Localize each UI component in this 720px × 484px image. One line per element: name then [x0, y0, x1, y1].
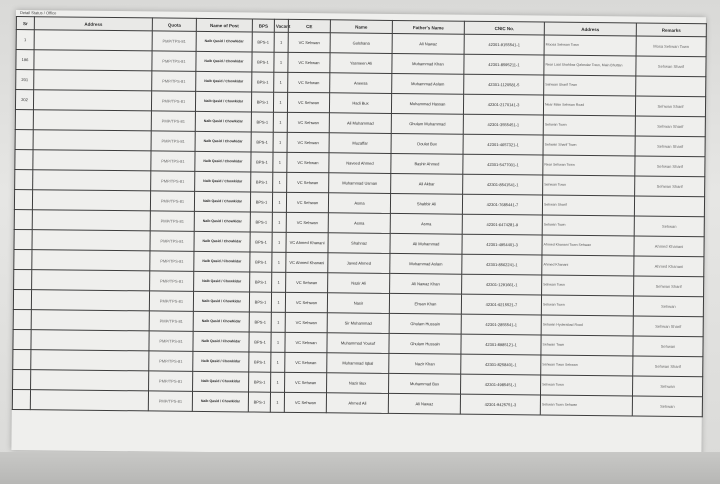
bps-cell: BPS-1 — [249, 332, 271, 352]
father-name-cell: Muhammad Bux — [389, 373, 461, 394]
serial-cell — [14, 269, 32, 289]
father-name-cell: Ali Muhammad — [390, 233, 462, 254]
bps-cell: BPS-1 — [252, 72, 274, 92]
address2-cell: Ahmed Khanani — [542, 255, 634, 276]
post-cell: Naib Qasid / Chowkidar — [196, 51, 252, 72]
post-cell: Naib Qasid / Chowkidar — [195, 171, 251, 192]
name-cell: Aneesa — [330, 73, 392, 94]
serial-cell — [13, 369, 31, 389]
post-cell: Naib Qasid / Chowkidar — [193, 291, 249, 312]
father-name-cell: Muhammad Hassan — [391, 93, 463, 114]
address-cell — [33, 170, 151, 191]
father-name-cell: Doulat Bux — [391, 133, 463, 154]
remarks-cell: Sehwan — [632, 376, 702, 397]
quota-cell: PMP/TPS-81 — [150, 271, 194, 291]
father-name-cell: Muhammad Aslam — [392, 73, 464, 94]
address2-cell: Sehwan Town — [540, 375, 632, 396]
quota-cell: PMP/TPS-81 — [148, 391, 192, 411]
bps-cell: BPS-1 — [251, 172, 273, 192]
vacant-cell: 1 — [271, 352, 285, 372]
address-cell — [32, 250, 150, 271]
address2-cell: Sehwan Town — [543, 175, 635, 196]
column-header: BPS — [252, 19, 274, 32]
quota-cell: PMP/TPS-81 — [152, 51, 196, 71]
ce-cell: VC Sehwan — [285, 372, 327, 392]
remarks-cell: Mosa Sehwan Town — [636, 36, 706, 57]
address-cell — [31, 290, 149, 311]
column-header: Name — [330, 20, 392, 34]
quota-cell: PMP/TPS-81 — [151, 91, 195, 111]
quota-cell: PMP/TPS-81 — [150, 231, 194, 251]
bps-cell: BPS-1 — [249, 352, 271, 372]
remarks-cell: Sehwan Sharif — [635, 176, 705, 197]
bps-cell: BPS-1 — [252, 32, 274, 52]
remarks-cell: Ahmed Khanani — [634, 256, 704, 277]
vacant-cell: 1 — [272, 252, 286, 272]
bps-cell: BPS-1 — [249, 292, 271, 312]
vacant-cell: 1 — [271, 292, 285, 312]
quota-cell: PMP/TPS-81 — [149, 311, 193, 331]
address-cell — [32, 230, 150, 251]
address2-cell: Sehwan Sharif Town — [543, 135, 635, 156]
remarks-cell: Sehwan Sharif — [634, 276, 704, 297]
father-name-cell: Shabbir Ali — [390, 193, 462, 214]
quota-cell: PMP/TPS-81 — [152, 71, 196, 91]
post-cell: Naib Qasid / Chowkidar — [194, 231, 250, 252]
bps-cell: BPS-1 — [250, 272, 272, 292]
remarks-cell: Sehwan — [633, 296, 703, 317]
remarks-cell: Sehwan Sharif — [633, 356, 703, 377]
remarks-cell — [634, 196, 704, 217]
column-header: Father's Name — [392, 20, 464, 34]
quota-cell: PMP/TPS-81 — [151, 131, 195, 151]
column-header: Sr — [16, 17, 34, 30]
name-cell: Naveed Ahmed — [329, 153, 391, 174]
ce-cell: VC Sehwan — [285, 292, 327, 312]
cnic-cell: 42301-9425751-3 — [460, 394, 540, 415]
sheet-caption: Detail Status / Office — [19, 10, 57, 16]
vacant-cell: 1 — [274, 32, 288, 52]
serial-cell — [14, 249, 32, 269]
remarks-cell: Sehwan Sharif — [636, 56, 706, 77]
cnic-cell: 42301-8985121-1 — [461, 334, 541, 355]
name-cell: Javed Ahmed — [328, 253, 390, 274]
quota-cell: PMP/TPS-81 — [149, 351, 193, 371]
serial-cell — [13, 309, 31, 329]
cnic-cell: 42301-9155541-1 — [464, 34, 544, 55]
column-header: CNIC No. — [464, 21, 544, 35]
quota-cell: PMP/TPS-81 — [149, 331, 193, 351]
name-cell: Ahmed Ali — [326, 393, 388, 414]
father-name-cell: Ghulam Muhammad — [391, 113, 463, 134]
ce-cell: VC Sehwan — [285, 312, 327, 332]
serial-cell — [13, 349, 31, 369]
address-cell — [31, 330, 149, 351]
address2-cell: Sehwan Hyderabad Road — [541, 315, 633, 336]
ce-cell: VC Sehwan — [288, 32, 330, 52]
cnic-cell: 42301-1120581-5 — [464, 74, 544, 95]
vacant-cell: 1 — [273, 92, 287, 112]
name-cell: Nazir Bux — [327, 373, 389, 394]
bps-cell: BPS-1 — [250, 212, 272, 232]
address2-cell: Sehwan Sharif — [542, 195, 634, 216]
name-cell: Muhammad Usman — [329, 173, 391, 194]
address2-cell: Sehwan Town Sehwan — [541, 355, 633, 376]
desk-surface — [0, 452, 720, 484]
post-cell: Naib Qasid / Chowkidar — [194, 211, 250, 232]
vacant-cell: 1 — [274, 52, 288, 72]
name-cell: Muzaffar — [329, 133, 391, 154]
ce-cell: VC Sehwan — [287, 172, 329, 192]
address-cell — [32, 210, 150, 231]
cnic-cell: 42301-7685441-7 — [462, 194, 542, 215]
address2-cell: Sehwan Town — [542, 215, 634, 236]
address-cell — [30, 390, 148, 411]
vacant-cell: 1 — [272, 212, 286, 232]
quota-cell: PMP/TPS-81 — [150, 251, 194, 271]
address2-cell: Sehwan Town — [543, 115, 635, 136]
address-cell — [31, 310, 149, 331]
serial-cell — [14, 209, 32, 229]
father-name-cell: Ghulam Hussain — [389, 313, 461, 334]
bps-cell: BPS-1 — [248, 392, 270, 412]
address-cell — [33, 130, 151, 151]
remarks-cell: Sehwan Sharif — [635, 136, 705, 157]
post-cell: Naib Qasid / Chowkidar — [195, 151, 251, 172]
post-cell: Naib Qasid / Chowkidar — [196, 71, 252, 92]
father-name-cell: Ali Nawaz — [392, 33, 464, 54]
address-cell — [33, 110, 151, 131]
address-cell — [34, 50, 152, 71]
quota-cell: PMP/TPS-81 — [149, 371, 193, 391]
cnic-cell: 42301-8562241-1 — [462, 254, 542, 275]
serial-cell: 1 — [16, 30, 34, 50]
column-header: Quota — [152, 18, 196, 31]
cnic-cell: 42301-2170141-3 — [463, 94, 543, 115]
ce-cell: VC Sehwan — [287, 152, 329, 172]
name-cell: Nasir — [327, 293, 389, 314]
address-cell — [32, 190, 150, 211]
remarks-cell: Sehwan — [633, 336, 703, 357]
bps-cell: BPS-1 — [252, 52, 274, 72]
address2-cell: Near Main Sehwan Road — [543, 95, 635, 116]
post-cell: Naib Qasid / Chowkidar — [194, 271, 250, 292]
address-cell — [31, 350, 149, 371]
serial-cell — [13, 329, 31, 349]
address2-cell: Sehwan Town Sehwan — [540, 395, 632, 416]
father-name-cell: Ali Nawaz — [388, 393, 460, 414]
father-name-cell: Muhammad Aslam — [390, 253, 462, 274]
father-name-cell: Ghulam Hussain — [389, 333, 461, 354]
cnic-cell: 42301-5477001-1 — [463, 154, 543, 175]
cnic-cell: 42301-3555451-1 — [463, 114, 543, 135]
ce-cell: VC Sehwan — [286, 272, 328, 292]
quota-cell: PMP/TPS-81 — [151, 111, 195, 131]
serial-cell: 196 — [16, 50, 34, 70]
post-cell: Naib Qasid / Chowkidar — [195, 91, 251, 112]
bps-cell: BPS-1 — [249, 372, 271, 392]
bps-cell: BPS-1 — [251, 112, 273, 132]
father-name-cell: Bashir Ahmed — [391, 153, 463, 174]
address-cell — [33, 90, 151, 111]
post-cell: Naib Qasid / Chowkidar — [193, 351, 249, 372]
serial-cell — [15, 129, 33, 149]
vacant-cell: 1 — [273, 112, 287, 132]
quota-cell: PMP/TPS-81 — [151, 171, 195, 191]
quota-cell: PMP/TPS-81 — [150, 191, 194, 211]
post-cell: Naib Qasid / Chowkidar — [195, 131, 251, 152]
address-cell — [31, 370, 149, 391]
address2-cell: Sehwan Sharif Town — [544, 75, 636, 96]
serial-cell — [14, 229, 32, 249]
name-cell: Gulshana — [330, 33, 392, 54]
father-name-cell: Ali Akbar — [391, 173, 463, 194]
ce-cell: VC Ahmed Khanani — [286, 252, 328, 272]
address2-cell: Near Laal Shahbaz Qalandar Town, Main Bhuttan — [544, 55, 636, 76]
vacant-cell: 1 — [270, 392, 284, 412]
ce-cell: VC Sehwan — [286, 192, 328, 212]
cnic-cell: 42301-4657321-1 — [463, 134, 543, 155]
name-cell: Yasmeen Ali — [330, 53, 392, 74]
candidates-table — [12, 16, 707, 417]
vacant-cell: 1 — [273, 172, 287, 192]
serial-cell: 201 — [16, 70, 34, 90]
name-cell: Asma — [328, 213, 390, 234]
quota-cell: PMP/TPS-81 — [152, 31, 196, 51]
father-name-cell: Nazir Khan — [389, 353, 461, 374]
bps-cell: BPS-1 — [251, 132, 273, 152]
cnic-cell: 42301-1291661-1 — [462, 274, 542, 295]
address-cell — [32, 270, 150, 291]
ce-cell: VC Sehwan — [288, 72, 330, 92]
ce-cell: VC Sehwan — [284, 392, 326, 412]
cnic-cell: 42301-4985451-1 — [461, 374, 541, 395]
address2-cell: Sehwan Town — [541, 335, 633, 356]
address-cell — [34, 30, 152, 51]
vacant-cell: 1 — [273, 152, 287, 172]
ce-cell: VC Sehwan — [285, 332, 327, 352]
name-cell: Nazir Ali — [328, 273, 390, 294]
name-cell: Shahnaz — [328, 233, 390, 254]
serial-cell — [12, 389, 30, 409]
column-header: Address — [34, 17, 152, 31]
remarks-cell: Sehwan Sharif — [635, 156, 705, 177]
ce-cell: VC Ahmed Khanani — [286, 232, 328, 252]
column-header: CE — [288, 19, 330, 32]
vacant-cell: 1 — [274, 72, 288, 92]
post-cell: Naib Qasid / Chowkidar — [193, 311, 249, 332]
serial-cell — [15, 169, 33, 189]
father-name-cell: Ali Nawaz Khan — [390, 273, 462, 294]
father-name-cell: Asma — [390, 213, 462, 234]
serial-cell: 202 — [15, 90, 33, 110]
post-cell: Naib Qasid / Chowkidar — [193, 331, 249, 352]
address2-cell: Near Sehwan Town — [543, 155, 635, 176]
address-cell — [33, 150, 151, 171]
ce-cell: VC Sehwan — [288, 52, 330, 72]
serial-cell — [13, 289, 31, 309]
ce-cell: VC Sehwan — [286, 212, 328, 232]
remarks-cell: Sehwan — [634, 216, 704, 237]
name-cell: Ali Muhammad — [329, 113, 391, 134]
father-name-cell: Ehsan Khan — [389, 293, 461, 314]
remarks-cell: Sehwan Sharif — [635, 116, 705, 137]
cnic-cell: 42301-8541541-1 — [463, 174, 543, 195]
cnic-cell: 42301-8258401-1 — [461, 354, 541, 375]
ce-cell: VC Sehwan — [287, 132, 329, 152]
name-cell: Hadi Bux — [329, 93, 391, 114]
post-cell: Naib Qasid / Chowkidar — [193, 371, 249, 392]
document-sheet — [11, 10, 706, 457]
serial-cell — [15, 109, 33, 129]
address2-cell: Sehwan Town — [541, 295, 633, 316]
name-cell: Sir Muhammad — [327, 313, 389, 334]
ce-cell: VC Sehwan — [287, 92, 329, 112]
serial-cell — [14, 189, 32, 209]
vacant-cell: 1 — [273, 132, 287, 152]
bps-cell: BPS-1 — [250, 192, 272, 212]
cnic-cell: 42301-2855541-1 — [461, 314, 541, 335]
father-name-cell: Muhammad Khan — [392, 53, 464, 74]
column-header: Address — [544, 22, 636, 36]
bps-cell: BPS-1 — [250, 232, 272, 252]
post-cell: Naib Qasid / Chowkidar — [192, 391, 248, 412]
remarks-cell: Sehwan Sharif — [633, 316, 703, 337]
vacant-cell: 1 — [272, 232, 286, 252]
quota-cell: PMP/TPS-81 — [150, 211, 194, 231]
quota-cell: PMP/TPS-81 — [149, 291, 193, 311]
ce-cell: VC Sehwan — [285, 352, 327, 372]
cnic-cell: 42301-8595211-1 — [464, 54, 544, 75]
name-cell: Muhammad Iqbal — [327, 353, 389, 374]
vacant-cell: 1 — [271, 332, 285, 352]
column-header: Vacant — [274, 19, 288, 32]
serial-cell — [15, 149, 33, 169]
vacant-cell: 1 — [271, 372, 285, 392]
remarks-cell: Sehwan Sharif — [635, 96, 705, 117]
address-cell — [34, 70, 152, 91]
post-cell: Naib Qasid / Chowkidar — [195, 111, 251, 132]
cnic-cell: 42301-6474281-9 — [462, 214, 542, 235]
remarks-cell: Ahmed Khanani — [634, 236, 704, 257]
bps-cell: BPS-1 — [250, 252, 272, 272]
vacant-cell: 1 — [272, 272, 286, 292]
post-cell: Naib Qasid / Chowkidar — [194, 251, 250, 272]
bps-cell: BPS-1 — [251, 152, 273, 172]
remarks-cell — [636, 76, 706, 97]
name-cell: Asma — [328, 193, 390, 214]
post-cell: Naib Qasid / Chowkidar — [194, 191, 250, 212]
table-body — [12, 30, 706, 417]
quota-cell: PMP/TPS-81 — [151, 151, 195, 171]
bps-cell: BPS-1 — [251, 92, 273, 112]
address2-cell: Ahmed Khanani Town Sehwan — [542, 235, 634, 256]
vacant-cell: 1 — [271, 312, 285, 332]
column-header: Name of Post — [196, 18, 252, 32]
name-cell: Muhammad Yousuf — [327, 333, 389, 354]
ce-cell: VC Sehwan — [287, 112, 329, 132]
remarks-cell: Sehwan — [632, 396, 702, 417]
address2-cell: Sehwan Town — [542, 275, 634, 296]
address2-cell: Moosa Sehwan Town — [544, 35, 636, 56]
column-header: Remarks — [636, 23, 706, 37]
post-cell: Naib Qasid / Chowkidar — [196, 31, 252, 52]
vacant-cell: 1 — [272, 192, 286, 212]
bps-cell: BPS-1 — [249, 312, 271, 332]
cnic-cell: 42301-4954401-3 — [462, 234, 542, 255]
cnic-cell: 42301-9215521-7 — [461, 294, 541, 315]
